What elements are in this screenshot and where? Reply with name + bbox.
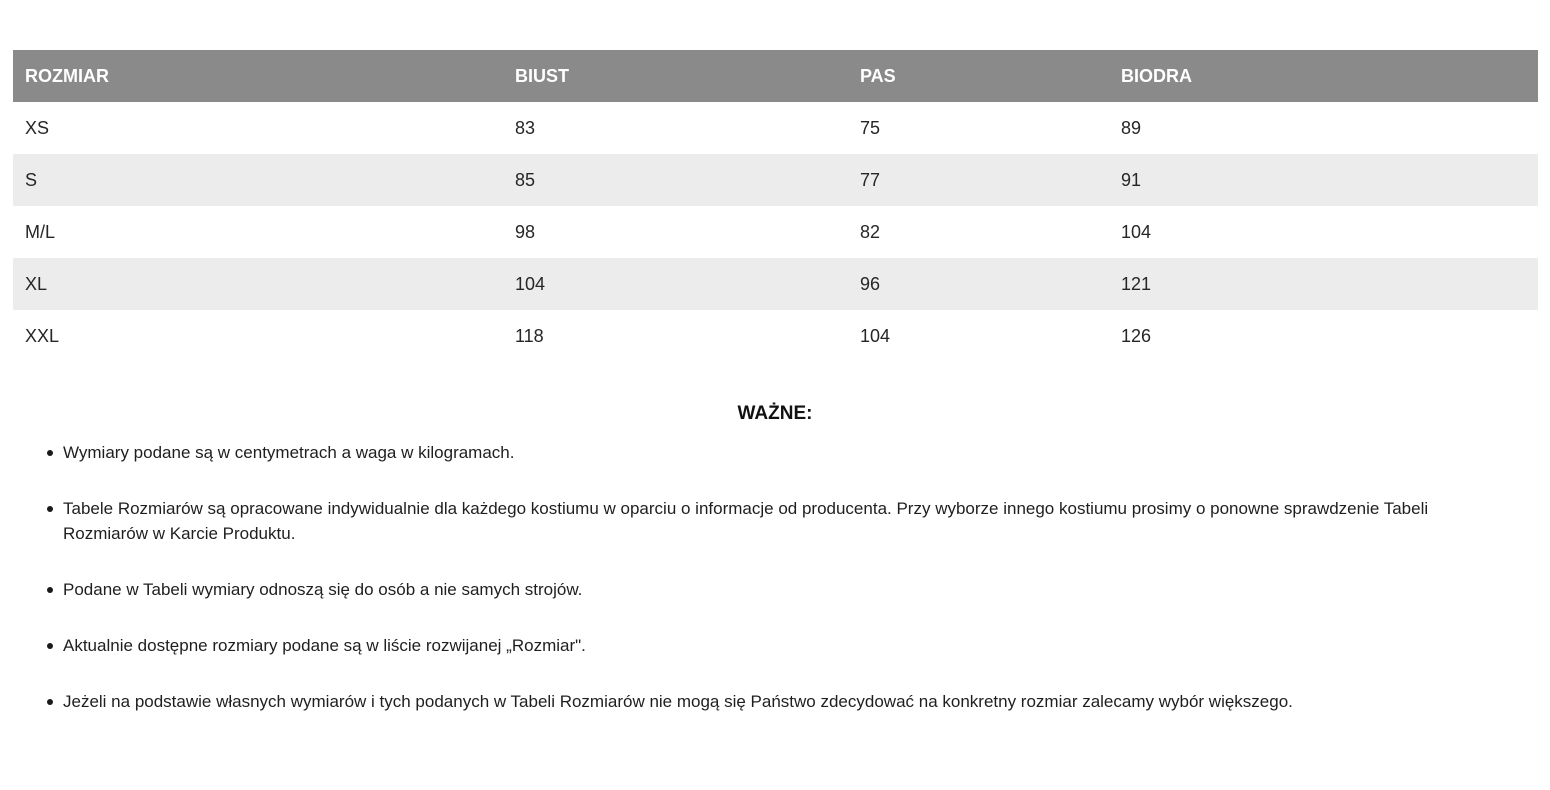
cell-bust: 98: [515, 221, 536, 242]
list-item: [45, 440, 1505, 465]
note-text: Tabele Rozmiarów są opracowane indywidualnie dla każdego kostiumu w oparciu o informacje od producenta. Przy wyborze innego kostiumu prosimy o ponowne sprawdzenie Tabeli Rozmiarów w Karcie Produktu.: [63, 499, 1429, 543]
note-text: Jeżeli na podstawie własnych wymiarów i tych podanych w Tabeli Rozmiarów nie mogą się Państwo zdecydować na konkretny rozmiar zalecamy wybór większego.: [63, 692, 1293, 711]
cell-bust: 104: [515, 273, 546, 294]
header-biust: BIUST: [515, 65, 569, 86]
bullet-icon: [47, 699, 53, 705]
cell-waist: 96: [860, 273, 881, 294]
cell-bust: 83: [515, 117, 536, 138]
table-row: [13, 258, 1538, 310]
header-biodra: BIODRA: [1121, 65, 1192, 86]
cell-size: XL: [25, 273, 48, 294]
cell-size: XXL: [25, 325, 60, 346]
list-item: [45, 633, 1505, 658]
cell-waist: 75: [860, 117, 881, 138]
cell-bust: 85: [515, 169, 536, 190]
bullet-icon: [47, 506, 53, 512]
size-chart-header: [13, 50, 1538, 102]
cell-hips: 91: [1121, 169, 1142, 190]
list-item: [45, 496, 1505, 546]
table-row: [13, 206, 1538, 258]
size-chart-body: [13, 102, 1538, 362]
table-row: [13, 154, 1538, 206]
bullet-icon: [47, 643, 53, 649]
size-chart-table: [13, 50, 1538, 362]
cell-size: M/L: [25, 221, 56, 242]
list-item: [45, 689, 1505, 714]
cell-bust: 118: [515, 325, 544, 346]
cell-waist: 77: [860, 169, 881, 190]
notes-title: WAŻNE:: [737, 403, 813, 424]
cell-waist: 104: [860, 325, 891, 346]
table-row: [13, 310, 1538, 362]
list-item: [45, 577, 1505, 602]
bullet-icon: [47, 587, 53, 593]
note-text: Podane w Tabeli wymiary odnoszą się do osób a nie samych strojów.: [63, 580, 583, 599]
cell-waist: 82: [860, 221, 881, 242]
note-text: Aktualnie dostępne rozmiary podane są w liście rozwijanej „Rozmiar".: [63, 636, 586, 655]
cell-hips: 126: [1121, 325, 1152, 346]
cell-hips: 89: [1121, 117, 1142, 138]
cell-size: XS: [25, 117, 50, 138]
header-pas: PAS: [860, 65, 896, 86]
cell-hips: 104: [1121, 221, 1152, 242]
table-row: [13, 102, 1538, 154]
header-rozmiar: ROZMIAR: [25, 65, 109, 86]
header-row: [13, 50, 1538, 102]
cell-hips: 121: [1121, 273, 1152, 294]
note-text: Wymiary podane są w centymetrach a waga w kilogramach.: [63, 443, 515, 462]
cell-size: S: [25, 169, 38, 190]
notes-list: [45, 440, 1505, 745]
bullet-icon: [47, 450, 53, 456]
